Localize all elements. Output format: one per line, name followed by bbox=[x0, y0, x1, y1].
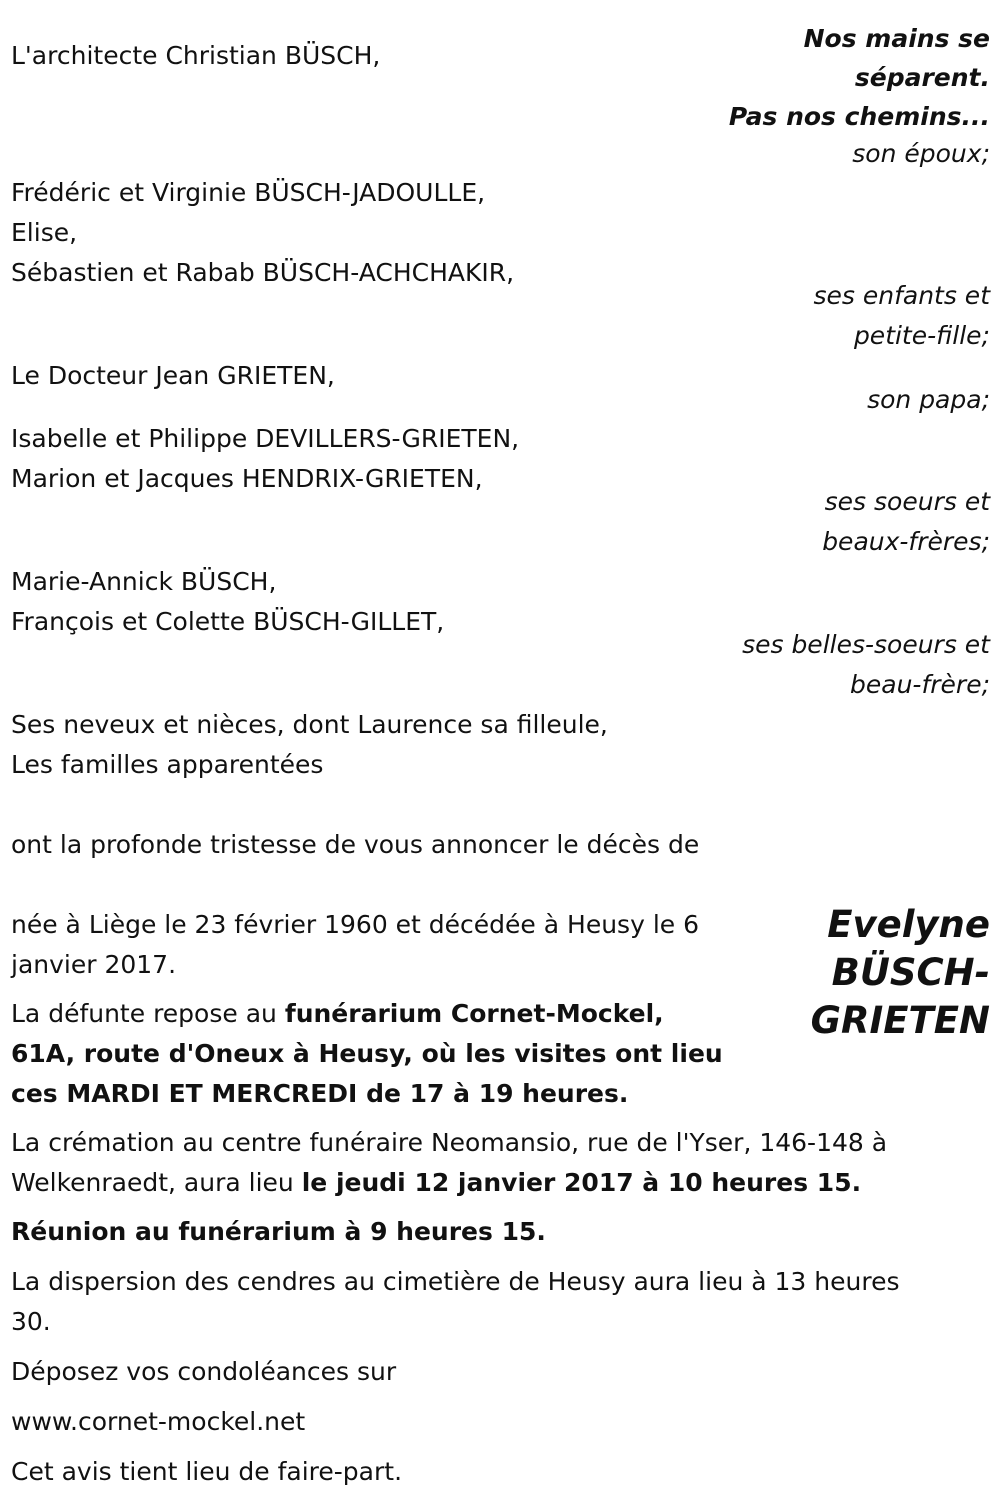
children-role-1: ses enfants et bbox=[813, 281, 990, 310]
cremation-date: le jeudi 12 janvier 2017 à 10 heures 15. bbox=[301, 1168, 862, 1197]
repose-prefix: La défunte repose au bbox=[11, 999, 285, 1028]
in-laws-role-1: ses belles-soeurs et bbox=[742, 630, 990, 659]
sisters-role-2: beaux-frères; bbox=[822, 527, 990, 556]
others-line-2: Les familles apparentées bbox=[11, 750, 324, 779]
others-line-1: Ses neveux et nièces, dont Laurence sa filleule, bbox=[11, 710, 608, 739]
father-role: son papa; bbox=[867, 385, 990, 414]
cremation-prefix: Welkenraedt, aura lieu bbox=[11, 1168, 302, 1197]
children-name-2: Elise, bbox=[11, 218, 78, 247]
dispersion-line-2: 30. bbox=[11, 1307, 51, 1336]
website-link[interactable]: www.cornet-mockel.net bbox=[11, 1407, 306, 1436]
motto-line-1: Nos mains se bbox=[803, 24, 990, 53]
birth-death-line-1: née à Liège le 23 février 1960 et décédée à Heusy le 6 bbox=[11, 910, 700, 939]
repose-line-2: 61A, route d'Oneux à Heusy, où les visites ont lieu bbox=[11, 1039, 723, 1068]
announcement-text: ont la profonde tristesse de vous annoncer le décès de bbox=[11, 830, 700, 859]
cremation-line-2 bbox=[11, 1163, 861, 1203]
spouse-name: L'architecte Christian BÜSCH, bbox=[11, 41, 381, 70]
in-laws-role-2: beau-frère; bbox=[850, 670, 990, 699]
notice-text: Cet avis tient lieu de faire-part. bbox=[11, 1457, 403, 1486]
deceased-name-line-1: Evelyne bbox=[827, 903, 990, 946]
dispersion-line-1: La dispersion des cendres au cimetière de Heusy aura lieu à 13 heures bbox=[11, 1267, 900, 1296]
children-name-3: Sébastien et Rabab BÜSCH-ACHCHAKIR, bbox=[11, 258, 515, 287]
sister-name-1: Isabelle et Philippe DEVILLERS-GRIETEN, bbox=[11, 424, 520, 453]
father-name: Le Docteur Jean GRIETEN, bbox=[11, 361, 335, 390]
in-law-name-1: Marie-Annick BÜSCH, bbox=[11, 567, 277, 596]
motto-line-3: Pas nos chemins... bbox=[728, 102, 990, 131]
cremation-line-1: La crémation au centre funéraire Neomansio, rue de l'Yser, 146-148 à bbox=[11, 1128, 888, 1157]
repose-line-1 bbox=[11, 994, 664, 1034]
children-name-1: Frédéric et Virginie BÜSCH-JADOULLE, bbox=[11, 178, 486, 207]
children-role-2: petite-fille; bbox=[853, 321, 990, 350]
deceased-name-line-3: GRIETEN bbox=[810, 999, 990, 1042]
in-law-name-2: François et Colette BÜSCH-GILLET, bbox=[11, 607, 445, 636]
motto-line-2: séparent. bbox=[854, 63, 990, 92]
birth-death-line-2: janvier 2017. bbox=[11, 950, 177, 979]
repose-funerarium: funérarium Cornet-Mockel, bbox=[284, 999, 664, 1028]
deceased-name-line-2: BÜSCH- bbox=[831, 951, 990, 994]
spouse-role: son époux; bbox=[852, 139, 990, 168]
meeting-text: Réunion au funérarium à 9 heures 15. bbox=[11, 1217, 546, 1246]
repose-line-3: ces MARDI ET MERCREDI de 17 à 19 heures. bbox=[11, 1079, 629, 1108]
condolences-text: Déposez vos condoléances sur bbox=[11, 1357, 397, 1386]
sister-name-2: Marion et Jacques HENDRIX-GRIETEN, bbox=[11, 464, 483, 493]
sisters-role-1: ses soeurs et bbox=[824, 487, 990, 516]
